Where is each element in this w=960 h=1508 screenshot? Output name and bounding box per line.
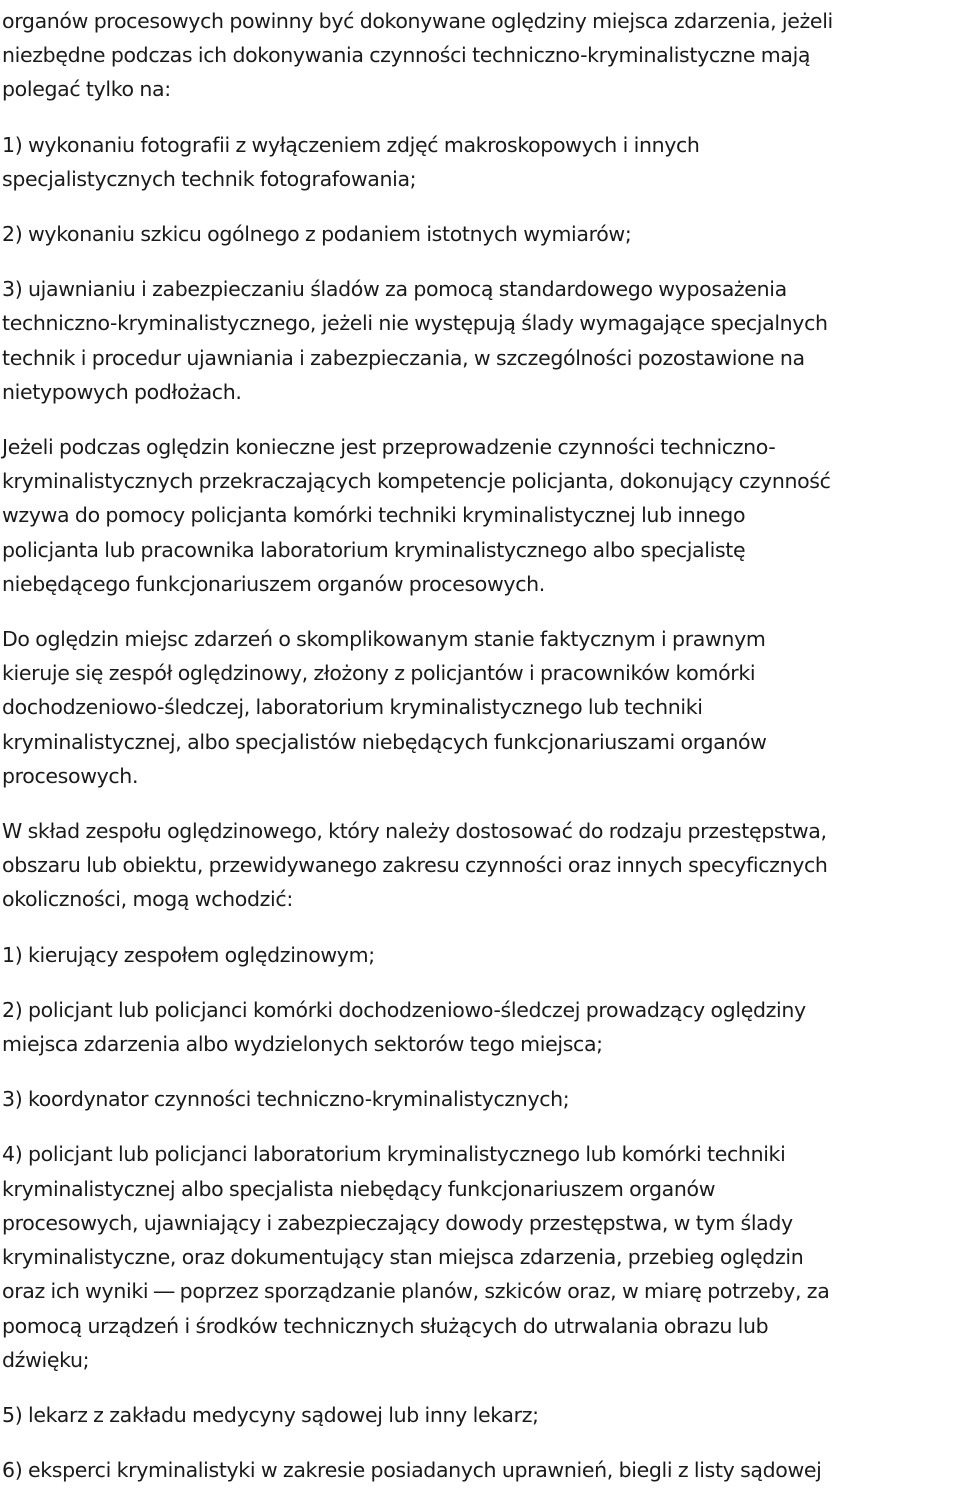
text-line: Do oględzin miejsc zdarzeń o skomplikowanym stanie faktycznym i prawnym (2, 627, 766, 652)
text-line: okoliczności, mogą wchodzić: (2, 887, 293, 912)
text-line: 1) kierujący zespołem oględzinowym; (2, 942, 375, 967)
text-line: 2) policjant lub policjanci komórki dochodzeniowo-śledczej prowadzący oględziny (2, 997, 806, 1022)
text-line: 1) wykonaniu fotografii z wyłączeniem zdjęć makroskopowych i innych (2, 132, 700, 157)
text-line: nietypowych podłożach. (2, 379, 242, 404)
text-line: 5) lekarz z zakładu medycyny sądowej lub inny lekarz; (2, 1402, 539, 1427)
text-line: procesowych. (2, 763, 139, 788)
paragraph-team-composition (2, 814, 960, 917)
text-line: polegać tylko na: (2, 77, 171, 102)
list-item-coordinator (2, 1082, 960, 1116)
text-line: dochodzeniowo-śledczej, laboratorium kryminalistycznego lub techniki (2, 695, 703, 720)
text-line: pomocą urządzeń i środków technicznych służących do utrwalania obrazu lub (2, 1313, 769, 1338)
list-item-doctor (2, 1398, 960, 1432)
text-line: niebędącego funkcjonariuszem organów procesowych. (2, 571, 545, 596)
text-line: kieruje się zespół oględzinowy, złożony z policjantów i pracowników komórki (2, 661, 756, 686)
text-line: technik i procedur ujawniania i zabezpieczania, w szczególności pozostawione na (2, 345, 805, 370)
text-line: organów procesowych powinny być dokonywane oględziny miejsca zdarzenia, jeżeli (2, 9, 833, 33)
text-line: niezbędne podczas ich dokonywania czynności techniczno-kryminalistyczne mają (2, 43, 811, 68)
paragraph-technical-assistance (2, 430, 960, 601)
paragraph-inspection-team (2, 622, 960, 793)
text-line: obszaru lub obiektu, przewidywanego zakresu czynności oraz innych specyficznych (2, 853, 828, 878)
text-line: wzywa do pomocy policjanta komórki techniki kryminalistycznej lub innego (2, 503, 746, 528)
list-item-sketch (2, 217, 960, 251)
text-line: specjalistycznych technik fotografowania; (2, 166, 417, 191)
text-line: 3) koordynator czynności techniczno-kryminalistycznych; (2, 1087, 570, 1112)
list-item-traces (2, 272, 960, 409)
list-item-team-leader (2, 938, 960, 972)
text-line: procesowych, ujawniający i zabezpieczający dowody przestępstwa, w tym ślady (2, 1210, 793, 1235)
text-line: miejsca zdarzenia albo wydzielonych sektorów tego miejsca; (2, 1032, 603, 1057)
list-item-lab-officers (2, 1137, 960, 1376)
text-line: 4) policjant lub policjanci laboratorium kryminalistycznego lub komórki techniki (2, 1142, 786, 1167)
list-item-experts (2, 1453, 960, 1487)
text-line: W skład zespołu oględzinowego, który należy dostosować do rodzaju przestępstwa, (2, 819, 827, 844)
text-line: kryminalistycznej albo specjalista niebędący funkcjonariuszem organów (2, 1176, 716, 1201)
text-line: techniczno-kryminalistycznego, jeżeli nie występują ślady wymagające specjalnych (2, 311, 828, 336)
list-item-investigation-officers (2, 993, 960, 1061)
text-line: 2) wykonaniu szkicu ogólnego z podaniem istotnych wymiarów; (2, 222, 632, 247)
text-line: kryminalistycznych przekraczających kompetencje policjanta, dokonujący czynność (2, 469, 831, 494)
text-line: Jeżeli podczas oględzin konieczne jest przeprowadzenie czynności techniczno- (2, 435, 776, 460)
text-line: kryminalistyczne, oraz dokumentujący stan miejsca zdarzenia, przebieg oględzin (2, 1245, 804, 1270)
text-line: oraz ich wyniki ― poprzez sporządzanie planów, szkiców oraz, w miarę potrzeby, za (2, 1279, 830, 1304)
text-line: 6) eksperci kryminalistyki w zakresie posiadanych uprawnień, biegli z listy sądowej (2, 1458, 822, 1483)
text-line: 3) ujawnianiu i zabezpieczaniu śladów za pomocą standardowego wyposażenia (2, 277, 787, 302)
text-line: kryminalistycznej, albo specjalistów niebędących funkcjonariuszami organów (2, 729, 767, 754)
text-line: policjanta lub pracownika laboratorium kryminalistycznego albo specjalistę (2, 537, 746, 562)
list-item-photography (2, 128, 960, 196)
text-line: dźwięku; (2, 1347, 90, 1372)
paragraph-intro-continuation (2, 4, 960, 107)
